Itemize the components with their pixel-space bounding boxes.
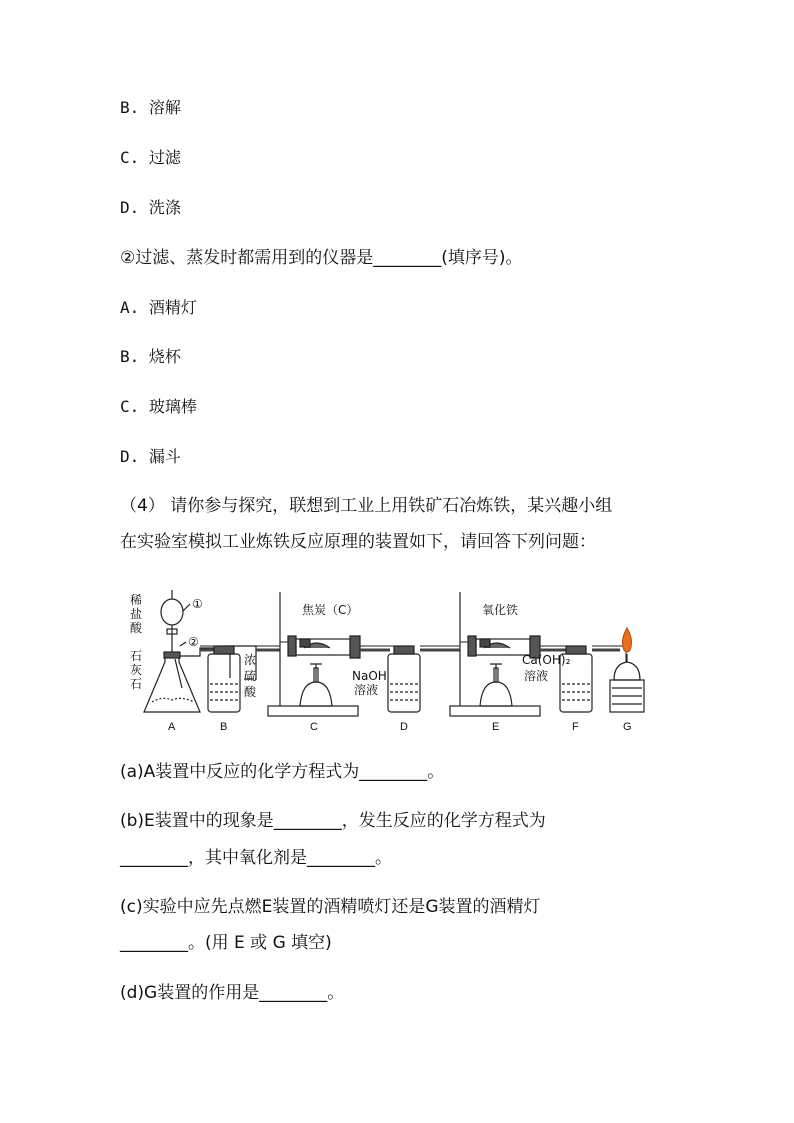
label-dilute-hcl-1: 稀 bbox=[130, 593, 143, 607]
apparatus-diagram bbox=[120, 584, 660, 734]
caption-a: A bbox=[168, 721, 176, 733]
option-a-alcohol-lamp: A. 酒精灯 bbox=[120, 298, 197, 317]
subquestion-a: (a)A装置中反应的化学方程式为________。 bbox=[120, 762, 445, 782]
flame-icon bbox=[623, 628, 632, 652]
subquestion-c-line1: (c)实验中应先点燃E装置的酒精喷灯还是G装置的酒精灯 bbox=[120, 897, 541, 917]
apparatus-d bbox=[388, 646, 420, 712]
option-d-wash: D. 洗涤 bbox=[120, 198, 181, 217]
label-conc-h2so4-1: 浓 bbox=[244, 653, 257, 667]
label-limestone-3: 石 bbox=[130, 677, 143, 691]
label-conc-h2so4-3: 酸 bbox=[244, 685, 257, 699]
subquestion-d: (d)G装置的作用是________。 bbox=[120, 983, 345, 1003]
marker-1: ① bbox=[192, 597, 203, 611]
subquestion-b-line2: ________，其中氧化剂是________。 bbox=[120, 848, 392, 868]
marker-2: ② bbox=[188, 635, 199, 649]
option-b-dissolve: B. 溶解 bbox=[120, 98, 181, 117]
caption-d: D bbox=[400, 721, 408, 733]
caption-f: F bbox=[572, 721, 579, 733]
caption-c: C bbox=[310, 721, 318, 733]
label-limestone-1: 石 bbox=[130, 649, 143, 663]
q4-intro-line1: （4） 请你参与探究，联想到工业上用铁矿石冶炼铁，某兴趣小组 bbox=[120, 496, 613, 516]
option-c-glass-rod: C. 玻璃棒 bbox=[120, 397, 197, 416]
subquestion-c-line2: ________。(用 E 或 G 填空) bbox=[120, 933, 332, 953]
option-c-filter: C. 过滤 bbox=[120, 148, 181, 167]
label-naoh-solution: 溶液 bbox=[354, 683, 379, 697]
label-conc-h2so4-2: 硫 bbox=[244, 669, 257, 683]
label-coke: 焦炭（C） bbox=[302, 603, 359, 617]
caption-g: G bbox=[623, 721, 632, 733]
subquestion-b-line1: (b)E装置中的现象是________，发生反应的化学方程式为 bbox=[120, 811, 546, 831]
question-q3-2: ②过滤、蒸发时都需用到的仪器是________(填序号)。 bbox=[120, 248, 523, 268]
label-caoh2: Ca(OH)₂ bbox=[522, 653, 571, 667]
label-caoh2-solution: 溶液 bbox=[524, 669, 549, 683]
label-naoh: NaOH bbox=[352, 669, 387, 683]
caption-b: B bbox=[220, 721, 228, 733]
option-b-beaker: B. 烧杯 bbox=[120, 347, 181, 366]
label-dilute-hcl-2: 盐 bbox=[130, 607, 143, 621]
label-dilute-hcl-3: 酸 bbox=[130, 621, 143, 635]
label-limestone-2: 灰 bbox=[130, 663, 143, 677]
q4-intro-line2: 在实验室模拟工业炼铁反应原理的装置如下，请回答下列问题： bbox=[120, 532, 596, 552]
apparatus-g bbox=[610, 628, 644, 712]
option-d-funnel: D. 漏斗 bbox=[120, 447, 181, 466]
label-iron-oxide: 氧化铁 bbox=[482, 603, 519, 617]
caption-e: E bbox=[492, 721, 500, 733]
